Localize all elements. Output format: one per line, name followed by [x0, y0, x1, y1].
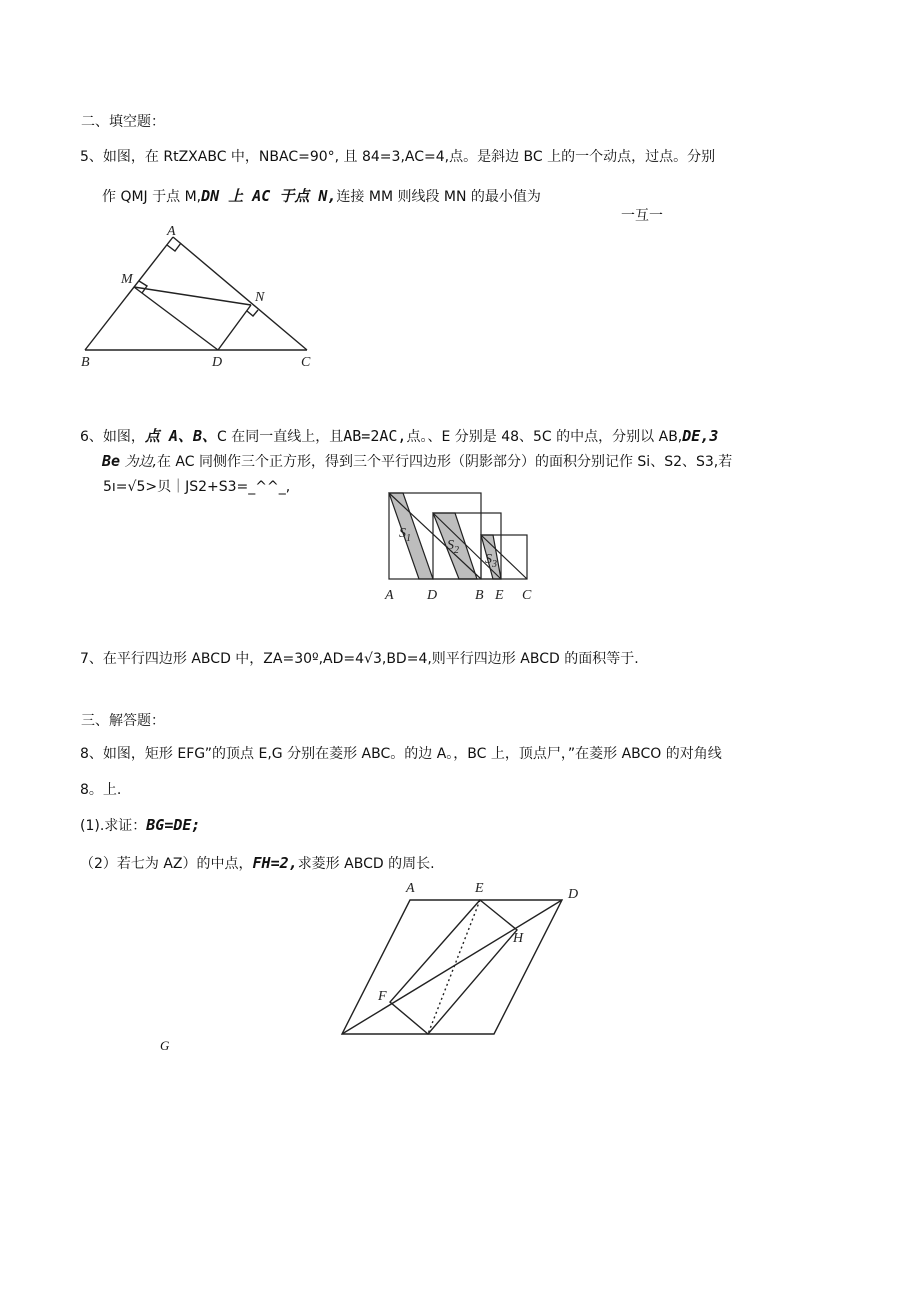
label-e: E	[475, 881, 484, 896]
diagonal-bd	[342, 900, 562, 1034]
q6-line2-b: 为边,	[124, 454, 157, 470]
q5-answer: 一互一	[621, 208, 663, 224]
right-angle-a	[167, 243, 181, 251]
q5-line2-c: 连接 MM 则线段 MN 的最小值为	[336, 189, 541, 205]
segment-dm	[134, 287, 218, 350]
label-n: N	[255, 290, 265, 305]
label-s1: $S_1$	[399, 526, 411, 544]
q6-line1-a: 6、如图，	[80, 429, 145, 445]
q8-part1	[80, 815, 200, 835]
edge-ba	[85, 237, 173, 350]
rectangle-efgh	[390, 900, 517, 1034]
label-d: D	[427, 588, 438, 603]
q6-line1	[80, 425, 718, 446]
label-d: D	[212, 355, 223, 370]
dashed-eg	[428, 900, 480, 1034]
label-f: F	[378, 989, 387, 1004]
label-b: B	[81, 355, 90, 370]
segment-mn	[134, 287, 251, 305]
q5-triangle-figure	[75, 225, 325, 375]
q5-line1: 5、如图，在 RtZXABC 中，NBAC=90°, 且 84=3,AC=4,点。是斜边 BC 上的一个动点，过点。分别	[80, 149, 716, 165]
label-e: E	[495, 588, 504, 603]
edge-ac	[173, 237, 307, 350]
q8-label-g: G	[160, 1038, 170, 1053]
q8-rhombus-figure	[330, 878, 590, 1043]
label-s2: $S_2$	[447, 538, 459, 556]
q5-line2-a: 作 QMJ 于点 M,	[102, 189, 202, 205]
right-angle-n	[247, 310, 258, 316]
label-b: B	[475, 588, 484, 603]
q8-part2-c: 求菱形 ABCD 的周长.	[297, 856, 435, 872]
shaded-parallelogram-s1	[389, 493, 433, 579]
q6-line2-c: 在 AC 同侧作三个正方形，得到三个平行四边形（阴影部分）的面积分别记作 Si、S2、S3,若	[156, 454, 733, 470]
q6-line1-d: AB=2AC,	[343, 427, 407, 445]
segment-dn	[218, 305, 251, 350]
label-d: D	[568, 887, 579, 902]
q8-part2	[80, 853, 435, 873]
q6-line1-e: 点。、E 分别是 48、5C 的中点，分别以 AB,	[406, 429, 683, 445]
q6-squares-figure	[375, 483, 545, 605]
q6-line1-b: 点 A、B、	[144, 427, 218, 445]
label-a: A	[406, 881, 415, 896]
q6-line2	[102, 451, 732, 471]
q6-line1-c: C 在同一直线上，且	[217, 429, 344, 445]
q8-part2-a: （2）若七为 AZ）的中点，	[80, 856, 253, 872]
q5-line2	[102, 185, 541, 206]
q8-line1: 8、如图，矩形 EFG”的顶点 E,G 分别在菱形 ABC。的边 A。，BC 上，顶点尸，”在菱形 ABCO 的对角线	[80, 746, 722, 762]
q7-text: 7、在平行四边形 ABCD 中，ZA=30º,AD=4√3,BD=4,则平行四边形 ABCD 的面积等于.	[80, 651, 639, 667]
label-h: H	[513, 931, 524, 946]
label-c: C	[301, 355, 311, 370]
q8-part2-b: FH=2,	[252, 854, 298, 872]
section-title-solutions: 三、解答题：	[81, 713, 165, 729]
label-a: A	[167, 225, 176, 239]
q6-line1-f: DE,3	[682, 427, 719, 445]
label-a: A	[385, 588, 394, 603]
q8-part1-b: BG=DE;	[146, 816, 201, 834]
q6-line3: 5ı=√5>贝｜JS2+S3=_^^_,	[103, 479, 291, 495]
label-m: M	[121, 272, 133, 287]
label-s3: $S_3$	[485, 552, 497, 570]
q6-line2-a: Be	[102, 452, 121, 470]
section-title-fill-in: 二、填空题：	[81, 114, 165, 130]
q8-part1-a: (1).求证：	[80, 818, 147, 834]
q5-line2-b: DN 上 AC 于点 N,	[201, 187, 337, 205]
q8-line2: 8。上.	[80, 782, 122, 798]
label-c: C	[522, 588, 532, 603]
